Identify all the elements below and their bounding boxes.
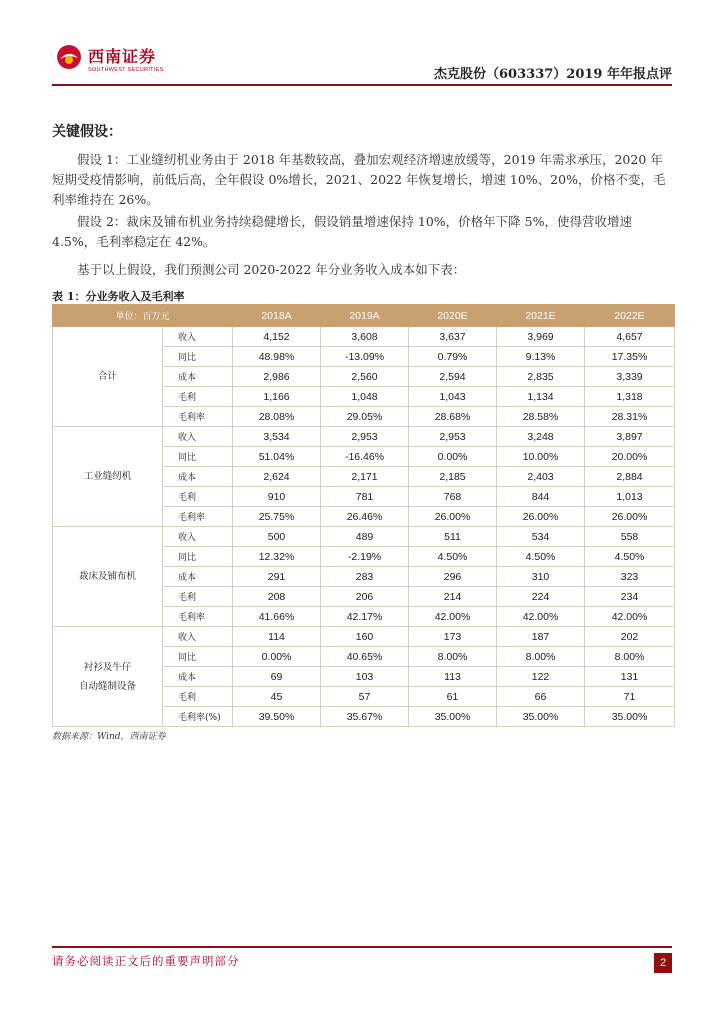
metric-label-cell: 成本 <box>163 367 233 387</box>
value-cell: 114 <box>233 627 321 647</box>
value-cell: 310 <box>497 567 585 587</box>
segment-name-cell: 合计 <box>53 327 163 427</box>
value-cell: 910 <box>233 487 321 507</box>
unit-header: 单位：百万元 <box>53 305 233 327</box>
value-cell: 69 <box>233 667 321 687</box>
value-cell: 35.00% <box>497 707 585 727</box>
metric-label-cell: 毛利 <box>163 487 233 507</box>
value-cell: 35.00% <box>409 707 497 727</box>
value-cell: 1,048 <box>321 387 409 407</box>
value-cell: 40.65% <box>321 647 409 667</box>
value-cell: 291 <box>233 567 321 587</box>
value-cell: 844 <box>497 487 585 507</box>
table-row <box>53 527 675 547</box>
value-cell: 511 <box>409 527 497 547</box>
value-cell: 113 <box>409 667 497 687</box>
value-cell: 234 <box>585 587 675 607</box>
metric-label-cell: 毛利 <box>163 587 233 607</box>
value-cell: 26.00% <box>497 507 585 527</box>
metric-label-cell: 毛利率 <box>163 407 233 427</box>
value-cell: 8.00% <box>585 647 675 667</box>
value-cell: 781 <box>321 487 409 507</box>
value-cell: -2.19% <box>321 547 409 567</box>
value-cell: 71 <box>585 687 675 707</box>
value-cell: 131 <box>585 667 675 687</box>
value-cell: 2,953 <box>409 427 497 447</box>
section-title: 关键假设： <box>52 124 122 140</box>
value-cell: 500 <box>233 527 321 547</box>
value-cell: 3,608 <box>321 327 409 347</box>
metric-label-cell: 成本 <box>163 567 233 587</box>
logo-subtext: SOUTHWEST SECURITIES <box>88 67 164 73</box>
value-cell: 3,969 <box>497 327 585 347</box>
value-cell: 28.58% <box>497 407 585 427</box>
value-cell: 2,835 <box>497 367 585 387</box>
metric-label-cell: 收入 <box>163 427 233 447</box>
value-cell: 202 <box>585 627 675 647</box>
metric-label-cell: 毛利 <box>163 687 233 707</box>
value-cell: 4,152 <box>233 327 321 347</box>
table-caption: 表 1：分业务收入及毛利率 <box>52 290 185 303</box>
value-cell: 187 <box>497 627 585 647</box>
value-cell: 0.00% <box>233 647 321 667</box>
value-cell: 26.00% <box>585 507 675 527</box>
value-cell: 45 <box>233 687 321 707</box>
value-cell: 122 <box>497 667 585 687</box>
value-cell: 1,013 <box>585 487 675 507</box>
value-cell: 4.50% <box>497 547 585 567</box>
value-cell: 17.35% <box>585 347 675 367</box>
metric-label-cell: 成本 <box>163 467 233 487</box>
value-cell: 3,637 <box>409 327 497 347</box>
value-cell: 4.50% <box>409 547 497 567</box>
value-cell: 42.00% <box>585 607 675 627</box>
value-cell: 224 <box>497 587 585 607</box>
value-cell: 283 <box>321 567 409 587</box>
table-row <box>53 627 675 647</box>
value-cell: 768 <box>409 487 497 507</box>
value-cell: 61 <box>409 687 497 707</box>
value-cell: 2,986 <box>233 367 321 387</box>
value-cell: 3,248 <box>497 427 585 447</box>
value-cell: 2,953 <box>321 427 409 447</box>
data-source-note: 数据来源：Wind，西南证券 <box>52 732 166 742</box>
metric-label-cell: 毛利率 <box>163 607 233 627</box>
value-cell: 4,657 <box>585 327 675 347</box>
value-cell: 489 <box>321 527 409 547</box>
value-cell: 2,171 <box>321 467 409 487</box>
value-cell: 9.13% <box>497 347 585 367</box>
value-cell: 41.66% <box>233 607 321 627</box>
value-cell: 173 <box>409 627 497 647</box>
value-cell: -16.46% <box>321 447 409 467</box>
page-number: 2 <box>654 953 672 973</box>
metric-label-cell: 收入 <box>163 327 233 347</box>
value-cell: -13.09% <box>321 347 409 367</box>
header-divider <box>52 84 672 86</box>
value-cell: 214 <box>409 587 497 607</box>
table-row <box>53 327 675 347</box>
company-logo <box>56 42 216 80</box>
value-cell: 42.00% <box>409 607 497 627</box>
value-cell: 29.05% <box>321 407 409 427</box>
metric-label-cell: 收入 <box>163 527 233 547</box>
metric-label-cell: 毛利率 <box>163 507 233 527</box>
value-cell: 160 <box>321 627 409 647</box>
logo-name: 西南证券 <box>88 47 157 66</box>
metric-label-cell: 毛利率(%) <box>163 707 233 727</box>
value-cell: 1,043 <box>409 387 497 407</box>
value-cell: 103 <box>321 667 409 687</box>
value-cell: 51.04% <box>233 447 321 467</box>
assumption-paragraph-2: 假设 2：裁床及铺布机业务持续稳健增长，假设销量增速保持 10%，价格年下降 5%，使得营收增速 4.5%，毛利率稳定在 42%。 <box>52 214 632 249</box>
year-header: 2019A <box>321 305 409 327</box>
metric-label-cell: 同比 <box>163 647 233 667</box>
segment-name-cell: 裁床及铺布机 <box>53 527 163 627</box>
table-body <box>53 327 675 727</box>
metric-label-cell: 成本 <box>163 667 233 687</box>
value-cell: 12.32% <box>233 547 321 567</box>
value-cell: 8.00% <box>497 647 585 667</box>
segment-revenue-table <box>52 304 675 727</box>
value-cell: 48.98% <box>233 347 321 367</box>
value-cell: 323 <box>585 567 675 587</box>
value-cell: 39.50% <box>233 707 321 727</box>
footer-divider <box>52 946 672 948</box>
forecast-intro-paragraph: 基于以上假设，我们预测公司 2020-2022 年分业务收入成本如下表： <box>77 262 466 277</box>
value-cell: 3,534 <box>233 427 321 447</box>
value-cell: 296 <box>409 567 497 587</box>
value-cell: 1,134 <box>497 387 585 407</box>
value-cell: 2,594 <box>409 367 497 387</box>
metric-label-cell: 同比 <box>163 547 233 567</box>
table-header-row <box>53 305 675 327</box>
value-cell: 28.08% <box>233 407 321 427</box>
value-cell: 206 <box>321 587 409 607</box>
value-cell: 2,884 <box>585 467 675 487</box>
value-cell: 2,403 <box>497 467 585 487</box>
metric-label-cell: 收入 <box>163 627 233 647</box>
value-cell: 208 <box>233 587 321 607</box>
value-cell: 2,624 <box>233 467 321 487</box>
year-header: 2022E <box>585 305 675 327</box>
year-header: 2021E <box>497 305 585 327</box>
value-cell: 2,560 <box>321 367 409 387</box>
report-title: 杰克股份（603337）2019 年年报点评 <box>434 67 672 82</box>
year-header: 2018A <box>233 305 321 327</box>
value-cell: 558 <box>585 527 675 547</box>
value-cell: 10.00% <box>497 447 585 467</box>
value-cell: 35.67% <box>321 707 409 727</box>
value-cell: 3,339 <box>585 367 675 387</box>
value-cell: 42.00% <box>497 607 585 627</box>
value-cell: 57 <box>321 687 409 707</box>
table-row <box>53 427 675 447</box>
page-header <box>52 38 672 84</box>
value-cell: 1,318 <box>585 387 675 407</box>
value-cell: 35.00% <box>585 707 675 727</box>
value-cell: 4.50% <box>585 547 675 567</box>
value-cell: 20.00% <box>585 447 675 467</box>
metric-label-cell: 毛利 <box>163 387 233 407</box>
assumption-paragraph-1: 假设 1：工业缝纫机业务由于 2018 年基数较高，叠加宏观经济增速放缓等，2019 年需求承压，2020 年短期受疫情影响，前低后高，全年假设 0%增长，2021、2022 年恢复增长，增速 10%、20%，价格不变，毛利率维持在 26%。 <box>52 152 666 207</box>
value-cell: 66 <box>497 687 585 707</box>
value-cell: 25.75% <box>233 507 321 527</box>
disclaimer-note: 请务必阅读正文后的重要声明部分 <box>52 954 240 968</box>
value-cell: 28.31% <box>585 407 675 427</box>
value-cell: 26.00% <box>409 507 497 527</box>
value-cell: 42.17% <box>321 607 409 627</box>
value-cell: 0.00% <box>409 447 497 467</box>
year-header: 2020E <box>409 305 497 327</box>
logo-emblem-icon <box>56 44 82 70</box>
value-cell: 26.46% <box>321 507 409 527</box>
value-cell: 534 <box>497 527 585 547</box>
value-cell: 2,185 <box>409 467 497 487</box>
value-cell: 8.00% <box>409 647 497 667</box>
value-cell: 1,166 <box>233 387 321 407</box>
metric-label-cell: 同比 <box>163 347 233 367</box>
segment-name-cell: 工业缝纫机 <box>53 427 163 527</box>
value-cell: 28.68% <box>409 407 497 427</box>
value-cell: 3,897 <box>585 427 675 447</box>
value-cell: 0.79% <box>409 347 497 367</box>
metric-label-cell: 同比 <box>163 447 233 467</box>
segment-name-cell: 衬衫及牛仔 自动缝制设备 <box>53 627 163 727</box>
